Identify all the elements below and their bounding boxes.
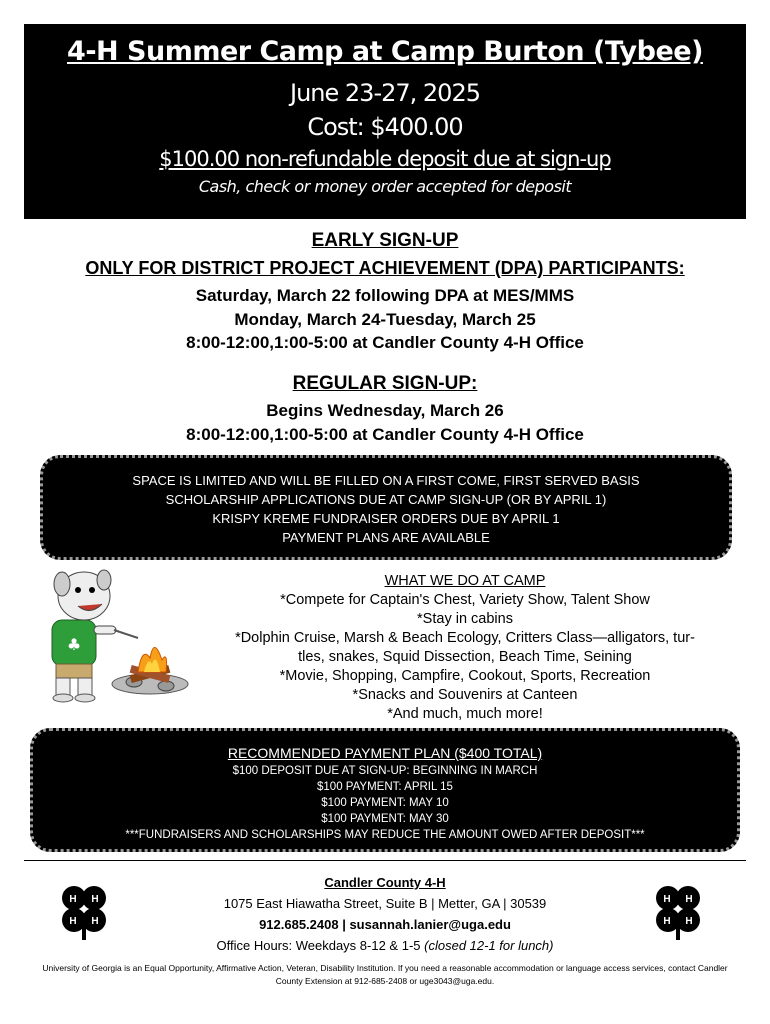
notice-line-2: SCHOLARSHIP APPLICATIONS DUE AT CAMP SIGN-UP (OR BY APRIL 1) (165, 492, 607, 507)
camp-activities (200, 572, 730, 724)
camp-activity-item: *And much, much more! (387, 706, 543, 722)
camp-activity-item: *Compete for Captain's Chest, Variety Show, Talent Show (280, 592, 650, 608)
contact-block (150, 872, 620, 956)
camp-dates: June 23-27, 2025 (290, 79, 480, 107)
camp-activities-heading: WHAT WE DO AT CAMP (384, 573, 546, 589)
footer-divider (24, 860, 746, 861)
4h-clover-logo-left-icon (52, 878, 116, 942)
payment-plan-line-2: $100 PAYMENT: APRIL 15 (317, 781, 453, 793)
payment-methods: Cash, check or money order accepted for deposit (198, 177, 572, 196)
camp-cost: Cost: $400.00 (307, 113, 463, 141)
camp-activity-item: tles, snakes, Squid Dissection, Beach Time, Seining (298, 649, 632, 665)
payment-plan-line-1: $100 DEPOSIT DUE AT SIGN-UP: BEGINNING IN MARCH (232, 765, 538, 777)
svg-text:H: H (663, 916, 671, 927)
payment-plan-heading: RECOMMENDED PAYMENT PLAN ($400 TOTAL) (227, 745, 543, 761)
notice-line-3: KRISPY KREME FUNDRAISER ORDERS DUE BY APRIL 1 (212, 511, 560, 526)
notice-box (40, 455, 732, 560)
dog-mascot-icon (38, 566, 198, 706)
svg-text:H: H (69, 894, 77, 905)
camp-activity-item: *Movie, Shopping, Campfire, Cookout, Sports, Recreation (279, 668, 651, 684)
4h-clover-logo-right-icon (646, 878, 710, 942)
office-address: 1075 East Hiawatha Street, Suite B | Metter, GA | 30539 (223, 896, 547, 911)
regular-signup-heading: REGULAR SIGN-UP: (292, 373, 478, 394)
early-signup-subheading: ONLY FOR DISTRICT PROJECT ACHIEVEMENT (DPA) PARTICIPANTS: (85, 258, 685, 278)
deposit-info: $100.00 non-refundable deposit due at sign-up (159, 147, 611, 171)
office-hours: Office Hours: Weekdays 8-12 & 1-5 (closed 12-1 for lunch) (216, 938, 554, 953)
notice-line-1: SPACE IS LIMITED AND WILL BE FILLED ON A FIRST COME, FIRST SERVED BASIS (132, 473, 640, 488)
payment-plan-line-3: $100 PAYMENT: MAY 10 (321, 797, 449, 809)
payment-plan-box (30, 728, 740, 852)
svg-text:H: H (69, 916, 77, 927)
svg-text:H: H (91, 894, 99, 905)
payment-plan-line-4: $100 PAYMENT: MAY 30 (321, 813, 449, 825)
camp-activity-item: *Dolphin Cruise, Marsh & Beach Ecology, Critters Class—alligators, tur- (235, 630, 695, 646)
notice-line-4: PAYMENT PLANS ARE AVAILABLE (282, 530, 490, 545)
payment-plan-note: ***FUNDRAISERS AND SCHOLARSHIPS MAY REDUCE THE AMOUNT OWED AFTER DEPOSIT*** (125, 829, 645, 841)
early-signup-line-1: Saturday, March 22 following DPA at MES/MMS (195, 286, 575, 305)
office-name: Candler County 4-H (324, 875, 446, 890)
svg-text:♣: ♣ (66, 635, 82, 654)
page-title: 4-H Summer Camp at Camp Burton (Tybee) (67, 36, 703, 67)
svg-text:H: H (685, 916, 693, 927)
office-phone-email: 912.685.2408 | susannah.lanier@uga.edu (259, 917, 511, 932)
regular-signup-line-2: 8:00-12:00,1:00-5:00 at Candler County 4-H Office (186, 425, 584, 444)
early-signup-line-3: 8:00-12:00,1:00-5:00 at Candler County 4-H Office (186, 333, 584, 352)
svg-text:H: H (663, 894, 671, 905)
early-signup-heading: EARLY SIGN-UP (311, 230, 459, 251)
header-banner (24, 24, 746, 219)
regular-signup-line-1: Begins Wednesday, March 26 (266, 401, 504, 420)
svg-text:H: H (91, 916, 99, 927)
legal-notice: University of Georgia is an Equal Opportunity, Affirmative Action, Veteran, Disability Institution. If you need a reasonable accommodation or language access services, contact Candler County Extension at 912-685-2408 or uge3043@uga.edu. (42, 963, 728, 986)
early-signup-line-2: Monday, March 24-Tuesday, March 25 (234, 310, 536, 329)
camp-activity-item: *Snacks and Souvenirs at Canteen (352, 687, 578, 703)
camp-activity-item: *Stay in cabins (417, 611, 513, 627)
svg-text:H: H (685, 894, 693, 905)
